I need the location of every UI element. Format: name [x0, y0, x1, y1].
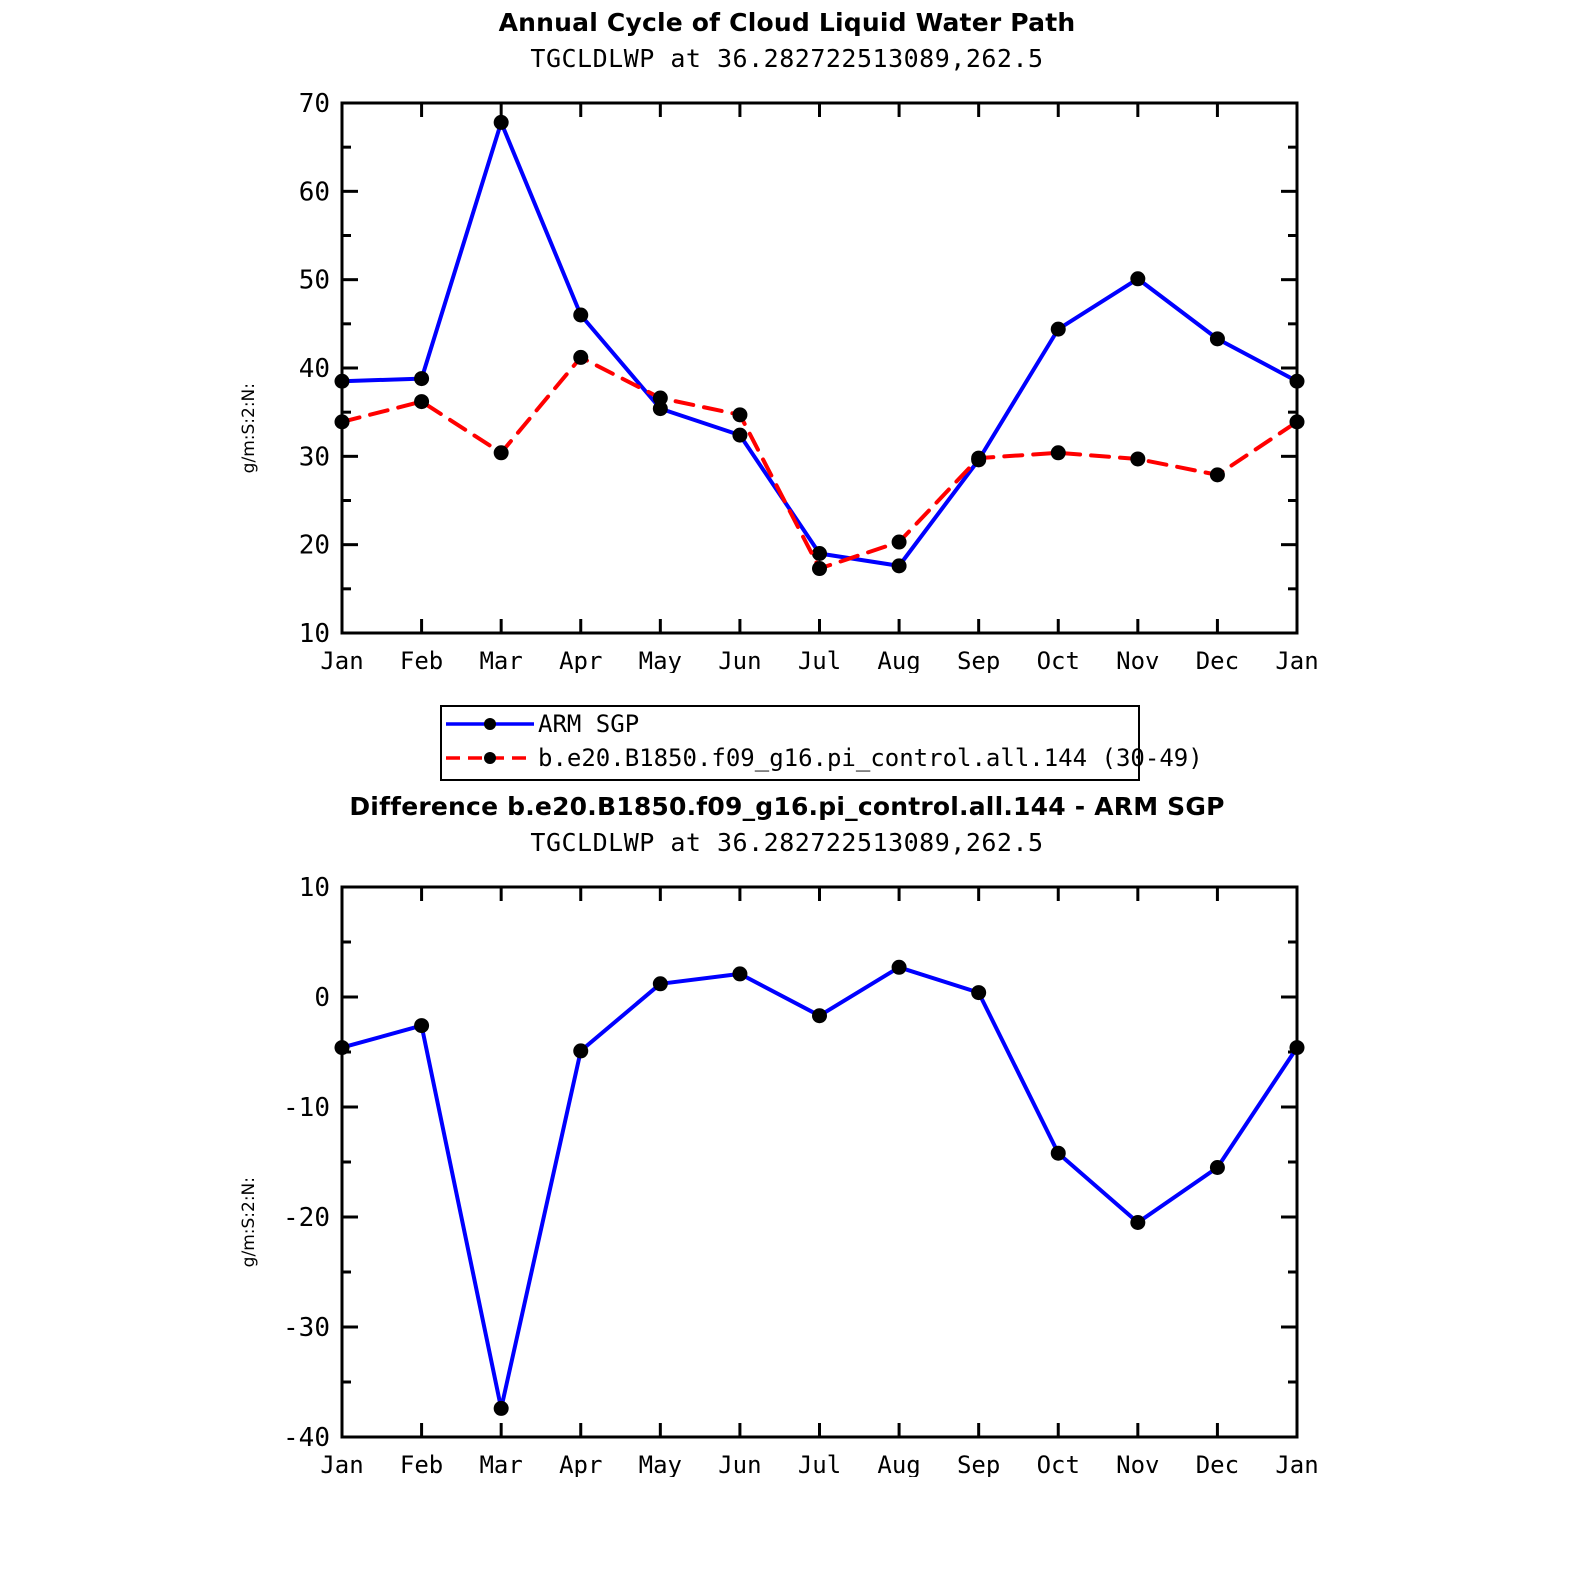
- x-tick-label: Apr: [559, 647, 603, 673]
- x-tick-label: Jul: [797, 1451, 842, 1477]
- panel-bottom-subtitle: TGCLDLWP at 36.282722513089,262.5: [530, 828, 1044, 857]
- data-point-marker: [1210, 1160, 1225, 1175]
- data-point-marker: [414, 394, 429, 409]
- data-point-marker: [414, 1018, 429, 1033]
- data-point-marker: [494, 445, 509, 460]
- x-tick-label: Apr: [559, 1451, 603, 1477]
- plot-area-bottom: [222, 857, 1352, 1477]
- data-point-marker: [1210, 331, 1225, 346]
- x-tick-label: Sep: [956, 1451, 1001, 1477]
- data-point-marker: [1051, 445, 1066, 460]
- legend: [440, 705, 1203, 781]
- x-tick-label: Mar: [479, 647, 523, 673]
- x-tick-label: Oct: [1036, 647, 1080, 673]
- data-point-marker: [971, 451, 986, 466]
- x-tick-label: Jun: [718, 647, 762, 673]
- data-point-marker: [653, 976, 668, 991]
- x-tick-label: Oct: [1036, 1451, 1080, 1477]
- x-tick-label: Jan: [320, 1451, 364, 1477]
- x-tick-label: Nov: [1116, 1451, 1160, 1477]
- y-tick-label: 60: [298, 177, 330, 208]
- y-tick-label: -30: [283, 1313, 330, 1343]
- x-tick-label: Jul: [797, 647, 842, 673]
- data-point-marker: [414, 371, 429, 386]
- data-point-marker: [1051, 1146, 1066, 1161]
- x-tick-label: Jan: [1275, 1451, 1319, 1477]
- data-point-marker: [892, 960, 907, 975]
- chart-svg-bottom: [222, 857, 1352, 1477]
- y-tick-label: 70: [298, 89, 330, 119]
- y-tick-label: 10: [298, 873, 330, 903]
- y-axis-label-top: g/m:S:2:N:: [239, 383, 260, 474]
- data-point-marker: [335, 414, 350, 429]
- data-point-marker: [1290, 374, 1305, 389]
- data-point-marker: [1290, 1040, 1305, 1055]
- x-tick-label: May: [638, 647, 683, 673]
- data-point-marker: [1290, 414, 1305, 429]
- x-tick-label: Mar: [479, 1451, 523, 1477]
- x-tick-label: Jun: [718, 1451, 762, 1477]
- x-tick-label: Jan: [320, 647, 364, 673]
- data-point-marker: [732, 966, 747, 981]
- panel-top-title: Annual Cycle of Cloud Liquid Water Path: [498, 8, 1076, 37]
- x-tick-label: Nov: [1116, 647, 1160, 673]
- data-point-marker: [892, 558, 907, 573]
- y-tick-label: 30: [298, 442, 330, 473]
- data-point-marker: [1130, 1215, 1145, 1230]
- y-tick-label: 50: [298, 265, 330, 296]
- data-point-marker: [335, 1040, 350, 1055]
- y-tick-label: 10: [298, 619, 330, 649]
- x-tick-label: Feb: [399, 1451, 444, 1477]
- data-point-marker: [494, 115, 509, 130]
- plot-area-top: [222, 73, 1352, 673]
- y-tick-label: 20: [298, 530, 330, 561]
- x-tick-label: Sep: [956, 647, 1001, 673]
- y-tick-label: 0: [314, 983, 330, 1013]
- y-axis-label-bottom: g/m:S:2:N:: [239, 1177, 260, 1268]
- panel-bottom-title: Difference b.e20.B1850.f09_g16.pi_control.all.144 - ARM SGP: [349, 792, 1225, 821]
- data-point-marker: [971, 985, 986, 1000]
- data-point-marker: [573, 308, 588, 323]
- data-point-marker: [335, 374, 350, 389]
- data-point-marker: [732, 428, 747, 443]
- x-tick-label: Aug: [877, 647, 921, 673]
- series-line: [342, 967, 1297, 1408]
- legend-entry-1: [442, 741, 1203, 775]
- data-point-marker: [1210, 467, 1225, 482]
- x-tick-label: Dec: [1195, 1451, 1240, 1477]
- y-tick-label: -20: [283, 1203, 330, 1233]
- series-line: [342, 122, 1297, 565]
- data-point-marker: [573, 1043, 588, 1058]
- data-point-marker: [732, 407, 747, 422]
- y-tick-label: 40: [298, 354, 330, 384]
- y-tick-label: -40: [283, 1423, 330, 1453]
- data-point-marker: [812, 546, 827, 561]
- legend-label-0: ARM SGP: [538, 710, 640, 738]
- series-line: [342, 357, 1297, 568]
- data-point-marker: [573, 350, 588, 365]
- legend-sample-line-1: [442, 745, 538, 771]
- data-point-marker: [653, 391, 668, 406]
- legend-entry-0: [442, 707, 1138, 741]
- legend-label-1: b.e20.B1850.f09_g16.pi_control.all.144 (30-49): [538, 744, 1203, 772]
- x-tick-label: Dec: [1195, 647, 1240, 673]
- panel-top-subtitle: TGCLDLWP at 36.282722513089,262.5: [530, 44, 1044, 73]
- data-point-marker: [1051, 322, 1066, 337]
- x-tick-label: Aug: [877, 1451, 921, 1477]
- x-tick-label: Jan: [1275, 647, 1319, 673]
- panel-difference: [0, 790, 1574, 1574]
- data-point-marker: [494, 1401, 509, 1416]
- legend-sample-line-0: [442, 711, 538, 737]
- data-point-marker: [812, 1008, 827, 1023]
- data-point-marker: [1130, 451, 1145, 466]
- data-point-marker: [812, 561, 827, 576]
- x-tick-label: Feb: [399, 647, 444, 673]
- y-tick-label: -10: [283, 1093, 330, 1123]
- data-point-marker: [1130, 271, 1145, 286]
- data-point-marker: [892, 535, 907, 550]
- x-tick-label: May: [638, 1451, 683, 1477]
- chart-svg-top: [222, 73, 1352, 673]
